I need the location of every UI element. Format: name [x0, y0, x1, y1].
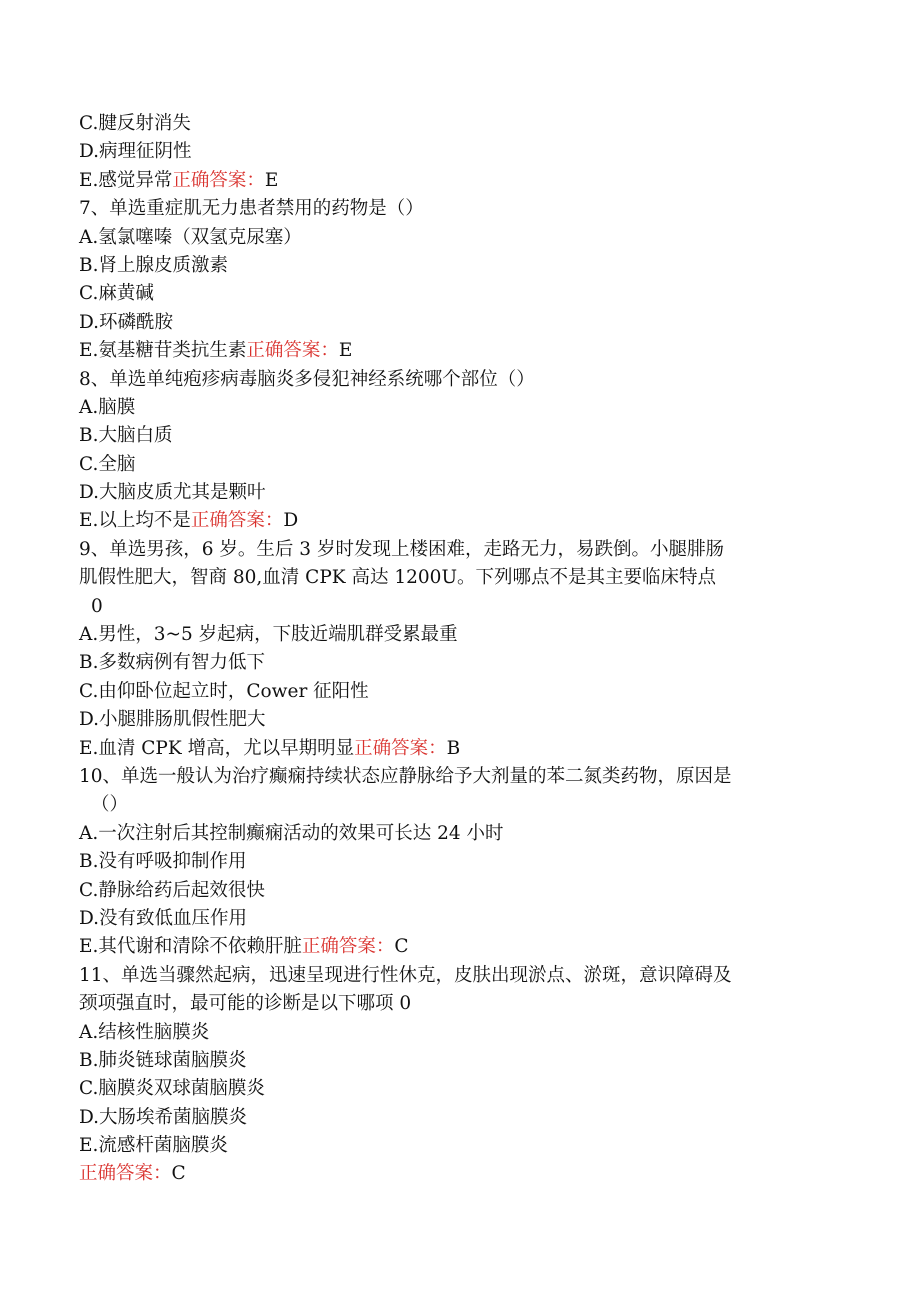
answer-line — [79, 933, 849, 961]
line-text: B.多数病例有智力低下 — [79, 652, 265, 674]
line-text: A.男性，3~5 岁起病，下肢近端肌群受累最重 — [79, 624, 458, 646]
correct-answer — [172, 170, 278, 191]
line-text: E.氨基糖苷类抗生素 — [79, 340, 247, 362]
correct-answer-letter: B — [446, 737, 461, 759]
line-text: 7、单选重症肌无力患者禁用的药物是（） — [79, 198, 424, 220]
correct-answer-label: 正确答案： — [246, 340, 339, 362]
text-line — [79, 1104, 849, 1132]
line-text: （） — [91, 794, 129, 816]
line-text: A.一次注射后其控制癫痫活动的效果可长达 24 小时 — [79, 822, 504, 844]
line-text: 10、单选一般认为治疗癫痫持续状态应静脉给予大剂量的苯二氮类药物，原因是 — [79, 765, 732, 787]
line-text: E.感觉异常 — [79, 169, 173, 191]
line-text: A.结核性脑膜炎 — [79, 1021, 210, 1043]
text-line — [79, 422, 849, 450]
line-text: B.大脑白质 — [79, 425, 173, 447]
answer-line — [79, 735, 849, 763]
correct-answer-letter: E — [264, 169, 279, 191]
correct-answer-label: 正确答案： — [354, 737, 447, 759]
line-text: C.全脑 — [79, 453, 136, 475]
text-line — [79, 479, 849, 507]
text-line — [79, 593, 849, 621]
text-line — [79, 252, 849, 280]
correct-answer-letter: D — [283, 510, 299, 532]
text-line — [79, 195, 849, 223]
answer-line — [79, 1160, 849, 1188]
text-line — [79, 763, 849, 791]
correct-answer-label: 正确答案： — [172, 169, 265, 191]
line-text: D.小腿腓肠肌假性肥大 — [79, 709, 266, 731]
text-line — [79, 877, 849, 905]
correct-answer — [79, 1163, 186, 1184]
line-text: B.肺炎链球菌脑膜炎 — [79, 1049, 247, 1071]
line-text: 肌假性肥大，智商 80,血清 CPK 高达 1200U。下列哪点不是其主要临床特点 — [79, 567, 717, 589]
line-text: C.脑膜炎双球菌脑膜炎 — [79, 1078, 265, 1100]
correct-answer-letter: C — [394, 936, 409, 958]
correct-answer-label: 正确答案： — [79, 1163, 172, 1185]
line-text: C.腱反射消失 — [79, 113, 191, 134]
line-text: E.流感杆菌脑膜炎 — [79, 1135, 228, 1157]
text-line — [79, 394, 849, 422]
answer-line — [79, 337, 849, 365]
line-text: 9、单选男孩，6 岁。生后 3 岁时发现上楼困难，走路无力，易跌倒。小腿腓肠 — [79, 538, 724, 560]
text-line — [79, 1019, 849, 1047]
text-line — [79, 649, 849, 677]
line-text: D.大脑皮质尤其是颗叶 — [79, 482, 266, 504]
correct-answer — [354, 738, 460, 759]
line-text: E.血清 CPK 增高，尤以早期明显 — [79, 737, 355, 759]
text-line — [79, 791, 849, 819]
line-text: C.静脉给药后起效很快 — [79, 879, 265, 901]
text-line — [79, 309, 849, 337]
text-line — [79, 706, 849, 734]
correct-answer-label: 正确答案： — [190, 510, 284, 532]
text-line — [79, 1047, 849, 1075]
line-text: A.氢氯噻嗪（双氢克尿塞） — [79, 226, 302, 248]
line-text: C.由仰卧位起立时，Cower 征阳性 — [79, 680, 369, 702]
text-line — [79, 678, 849, 706]
line-text: E.其代谢和清除不依赖肝脏 — [79, 936, 302, 958]
text-line — [79, 621, 849, 649]
line-text: A.脑膜 — [79, 396, 136, 418]
line-text: 8、单选单纯疱疹病毒脑炎多侵犯神经系统哪个部位（） — [79, 368, 535, 390]
document-page — [79, 110, 849, 1189]
correct-answer-label: 正确答案： — [301, 936, 395, 958]
text-line — [79, 451, 849, 479]
text-line — [79, 1075, 849, 1103]
correct-answer — [191, 510, 298, 531]
text-line — [79, 564, 849, 592]
line-text: 颈项强直时，最可能的诊断是以下哪项 0 — [79, 993, 412, 1015]
line-text: D.环磷酰胺 — [79, 311, 174, 333]
answer-line — [79, 167, 849, 195]
text-line — [79, 366, 849, 394]
text-line — [79, 962, 849, 990]
text-line — [79, 224, 849, 252]
line-text: D.没有致低血压作用 — [79, 907, 248, 929]
text-line — [79, 990, 849, 1018]
text-line — [79, 138, 849, 166]
text-line — [79, 820, 849, 848]
correct-answer — [302, 936, 409, 957]
line-text: E.以上均不是 — [79, 510, 191, 532]
text-line — [79, 905, 849, 933]
line-text: 0 — [91, 595, 103, 617]
correct-answer — [246, 340, 352, 361]
text-line — [79, 280, 849, 308]
text-line — [79, 536, 849, 564]
text-line — [79, 110, 849, 138]
line-text: D.病理征阴性 — [79, 141, 192, 163]
line-text: C.麻黄碱 — [79, 283, 154, 305]
line-text: B.没有呼吸抑制作用 — [79, 851, 247, 873]
correct-answer-letter: E — [338, 340, 353, 362]
text-line — [79, 848, 849, 876]
text-line — [79, 1132, 849, 1160]
line-text: D.大肠埃希菌脑膜炎 — [79, 1106, 248, 1128]
line-text: B.肾上腺皮质激素 — [79, 254, 228, 276]
correct-answer-letter: C — [171, 1163, 186, 1185]
line-text: 11、单选当骤然起病，迅速呈现进行性休克，皮肤出现淤点、淤斑，意识障碍及 — [79, 964, 732, 986]
answer-line — [79, 507, 849, 535]
